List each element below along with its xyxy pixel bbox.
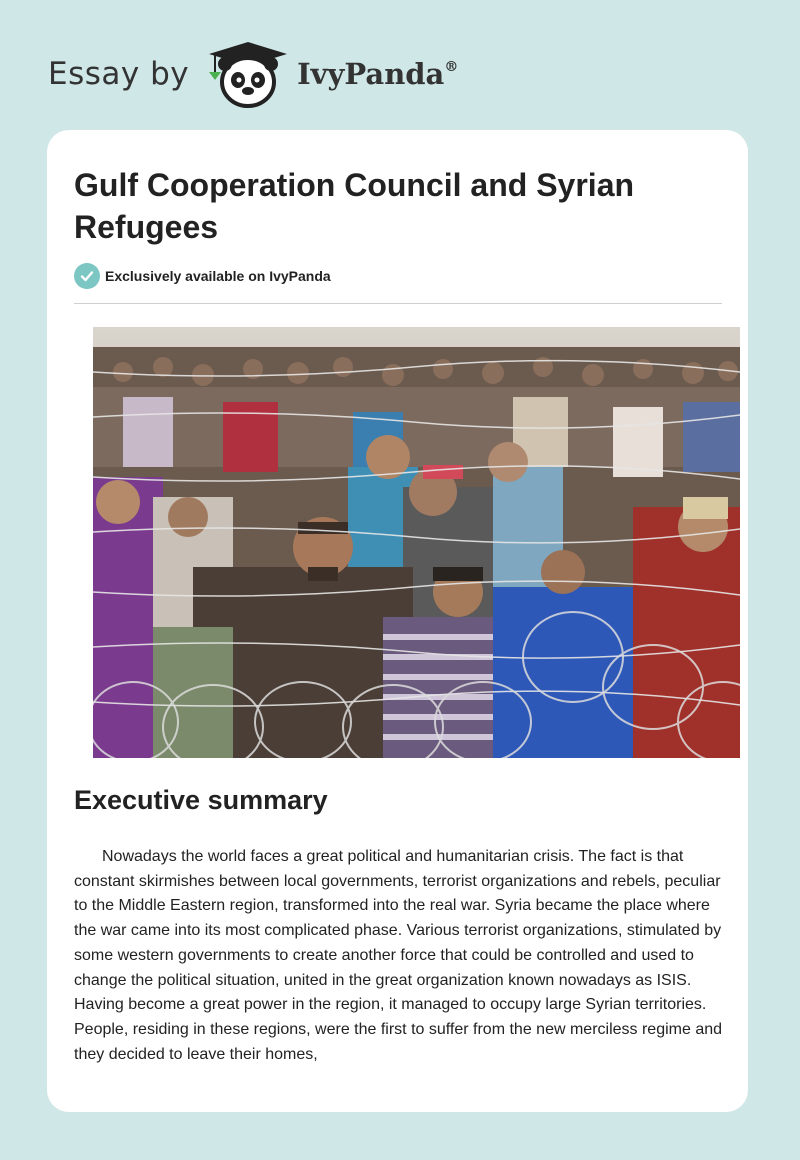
essay-card: [47, 130, 748, 1112]
section-heading: Executive summary: [74, 785, 328, 815]
exclusive-badge-text: Exclusively available on IvyPanda: [105, 268, 331, 284]
refugees-photo: [93, 327, 740, 758]
essay-by-label: Essay by: [48, 56, 190, 92]
brand-text: IvyPanda: [297, 57, 445, 91]
divider: [74, 303, 722, 304]
brand-name[interactable]: [297, 57, 458, 91]
page-title: Gulf Cooperation Council and Syrian Refugees: [74, 167, 635, 245]
body-paragraph: Nowadays the world faces a great political and humanitarian crisis. The fact is that constant skirmishes between local governments, terrorist organizations and rebels, peculiar to the Middle Eastern region, transformed into the real war. Syria became the place where the war came into its most complicated phase. Various terrorist organizations, stimulated by some western governments to create another force that could be controlled and used to change the political situation, united in the great organization known nowadays as ISIS. Having become a great power in the region, it managed to occupy large Syrian territories. People, residing in these regions, were the first to suffer from the new merciless regime and they decided to leave their homes,: [74, 848, 723, 1063]
check-circle-icon: [74, 263, 100, 289]
site-header: [48, 34, 458, 114]
registered-mark: ®: [444, 59, 459, 75]
exclusive-badge: [74, 263, 331, 289]
panda-graduation-icon[interactable]: [205, 38, 291, 110]
